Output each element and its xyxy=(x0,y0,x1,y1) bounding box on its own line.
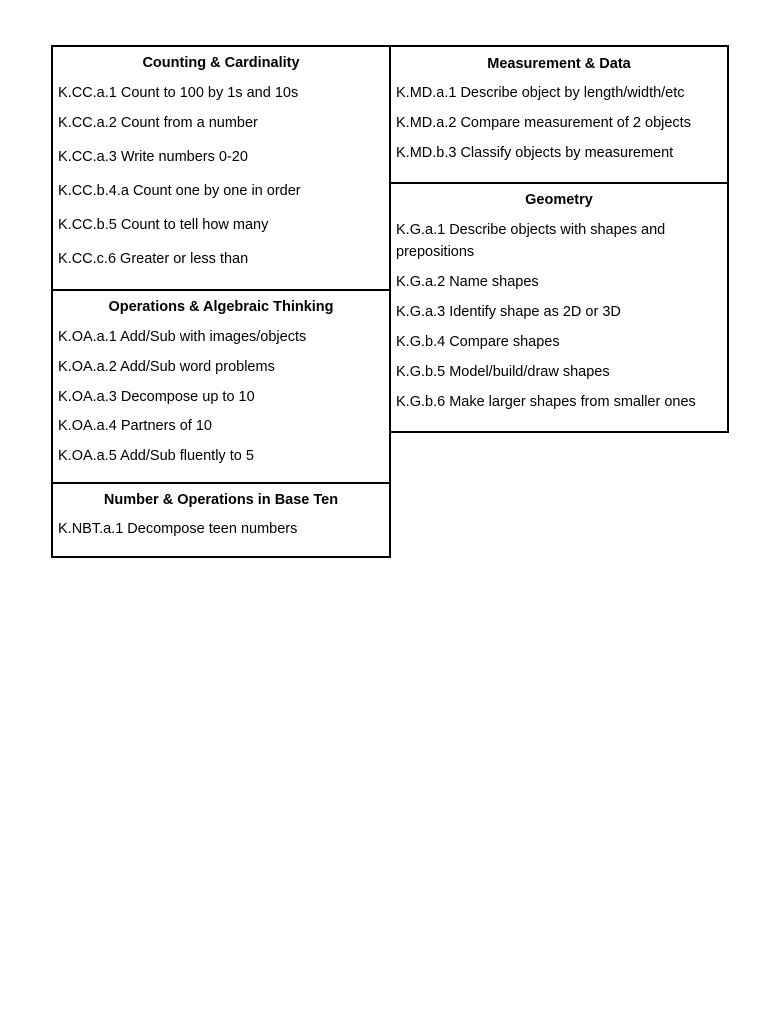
standard-k-md-a-2: K.MD.a.2 Compare measurement of 2 objects xyxy=(396,115,691,131)
standard-k-g-b-6: K.G.b.6 Make larger shapes from smaller ones xyxy=(396,394,696,410)
standard-k-cc-c-6: K.CC.c.6 Greater or less than xyxy=(58,251,249,267)
standard-k-md-b-3: K.MD.b.3 Classify objects by measurement xyxy=(396,145,674,161)
standard-k-cc-b-5: K.CC.b.5 Count to tell how many xyxy=(58,217,269,233)
number-base-ten-box xyxy=(51,482,391,558)
measurement-data-box xyxy=(389,45,729,184)
standard-k-cc-a-3: K.CC.a.3 Write numbers 0-20 xyxy=(58,149,248,165)
standard-k-nbt-a-1: K.NBT.a.1 Decompose teen numbers xyxy=(58,521,298,537)
number-base-ten-title: Number & Operations in Base Ten xyxy=(103,492,339,508)
standard-k-g-a-3: K.G.a.3 Identify shape as 2D or 3D xyxy=(396,304,621,320)
operations-algebraic-title: Operations & Algebraic Thinking xyxy=(108,299,334,315)
standard-k-g-a-2: K.G.a.2 Name shapes xyxy=(396,274,539,290)
standard-k-cc-a-2: K.CC.a.2 Count from a number xyxy=(58,115,258,131)
standard-k-oa-a-3: K.OA.a.3 Decompose up to 10 xyxy=(58,389,255,405)
operations-algebraic-box xyxy=(51,289,391,484)
standard-k-g-b-4: K.G.b.4 Compare shapes xyxy=(396,334,560,350)
standard-k-cc-b-4-a: K.CC.b.4.a Count one by one in order xyxy=(58,183,301,199)
counting-cardinality-box xyxy=(51,45,391,291)
geometry-box xyxy=(389,182,729,433)
counting-cardinality-title: Counting & Cardinality xyxy=(142,55,300,71)
standard-k-cc-a-1: K.CC.a.1 Count to 100 by 1s and 10s xyxy=(58,85,299,101)
measurement-data-title: Measurement & Data xyxy=(487,56,631,72)
standard-k-md-a-1: K.MD.a.1 Describe object by length/width/etc xyxy=(396,85,685,101)
standard-k-g-b-5: K.G.b.5 Model/build/draw shapes xyxy=(396,364,610,380)
standard-k-oa-a-4: K.OA.a.4 Partners of 10 xyxy=(58,418,212,434)
standard-k-oa-a-5: K.OA.a.5 Add/Sub fluently to 5 xyxy=(58,448,254,464)
standard-k-oa-a-2: K.OA.a.2 Add/Sub word problems xyxy=(58,359,275,375)
geometry-title: Geometry xyxy=(525,192,593,208)
standard-k-oa-a-1: K.OA.a.1 Add/Sub with images/objects xyxy=(58,329,307,345)
standard-k-g-a-1: K.G.a.1 Describe objects with shapes and prepositions xyxy=(396,222,666,260)
